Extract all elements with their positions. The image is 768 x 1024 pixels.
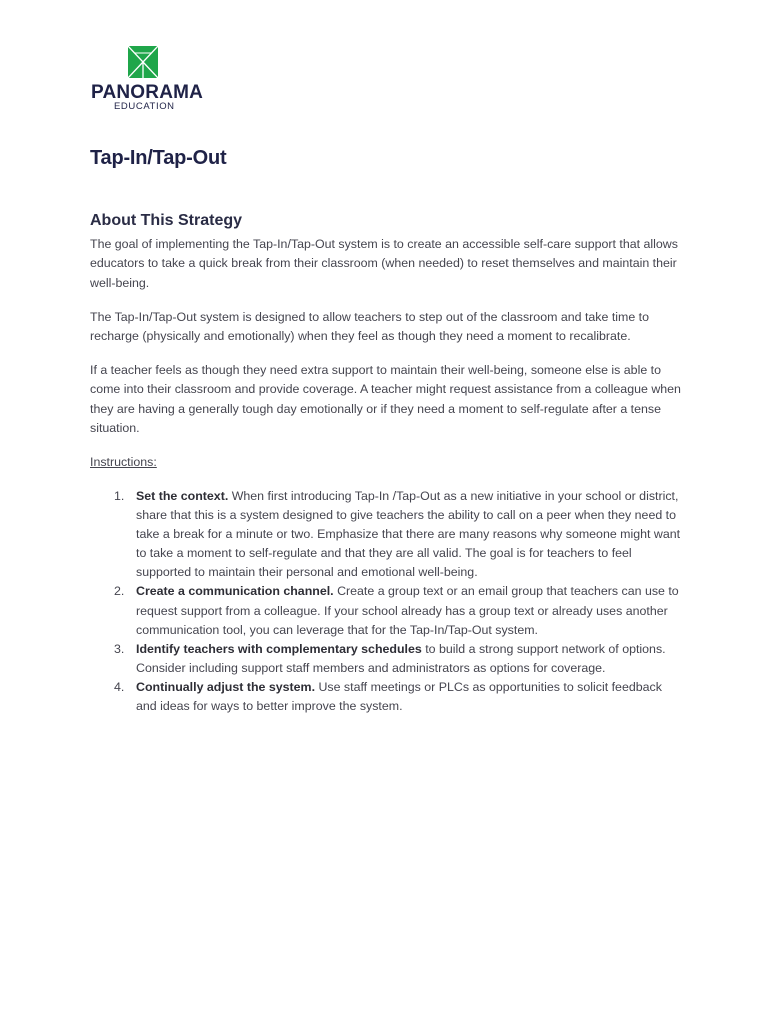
step-lead: Set the context. xyxy=(136,489,229,503)
instructions-list xyxy=(90,487,682,716)
step-number: 1. xyxy=(114,489,125,503)
panorama-logo-mark-icon xyxy=(128,46,158,78)
step-text: to build a strong support network of options. Consider including support staff members and administrators as options for coverage. xyxy=(136,641,666,675)
logo-subtitle: EDUCATION xyxy=(114,101,175,112)
step-lead: Identify teachers with complementary schedules xyxy=(136,641,422,656)
paragraph-design: The Tap-In/Tap-Out system is designed to allow teachers to step out of the classroom and take time to recharge (physically and emotionally) when they feel as though they need a moment to recalibrate. xyxy=(90,310,650,344)
list-item xyxy=(90,487,682,582)
step-text: When first introducing Tap-In /Tap-Out as a new initiative in your school or district, share that this is a system designed to give teachers the ability to call on a peer when they need to take a break for a minute or two. Emphasize that there are many reasons why someone might want to take a moment to self-regulate and that they are all valid. The goal is for teachers to feel supported to maintain their personal and emotional well-being. xyxy=(136,489,681,580)
step-text: Use staff meetings or PLCs as opportunities to solicit feedback and ideas for ways to better improve the system. xyxy=(136,679,662,714)
step-lead: Continually adjust the system. xyxy=(136,679,316,694)
step-number: 4. xyxy=(114,679,125,694)
instructions-label: Instructions: xyxy=(90,455,157,469)
step-number: 3. xyxy=(114,641,125,656)
step-lead: Create a communication channel. xyxy=(136,584,334,599)
logo-wordmark: PANORAMA xyxy=(91,82,204,103)
list-item xyxy=(90,640,682,678)
list-item xyxy=(90,582,682,639)
section-heading: About This Strategy xyxy=(90,212,243,229)
step-number: 2. xyxy=(114,584,125,599)
document-title: Tap-In/Tap-Out xyxy=(90,147,227,169)
paragraph-goal: The goal of implementing the Tap-In/Tap-Out system is to create an accessible self-care support that allows educators to take a quick break from their classroom (when needed) to reset themselves and maintain their well-being. xyxy=(90,237,678,290)
step-text: Create a group text or an email group that teachers can use to request support from a colleague. If your school already has a group text or already uses another communication tool, you can leverage that for the Tap-In/Tap-Out system. xyxy=(136,584,679,637)
panorama-logo xyxy=(90,46,204,112)
list-item xyxy=(90,678,682,716)
paragraph-coverage: If a teacher feels as though they need extra support to maintain their well-being, someone else is able to come into their classroom and provide coverage. A teacher might request assistance from a colleague when they are having a generally tough day emotionally or if they need a moment to self-regulate after a tense situation. xyxy=(90,363,681,435)
